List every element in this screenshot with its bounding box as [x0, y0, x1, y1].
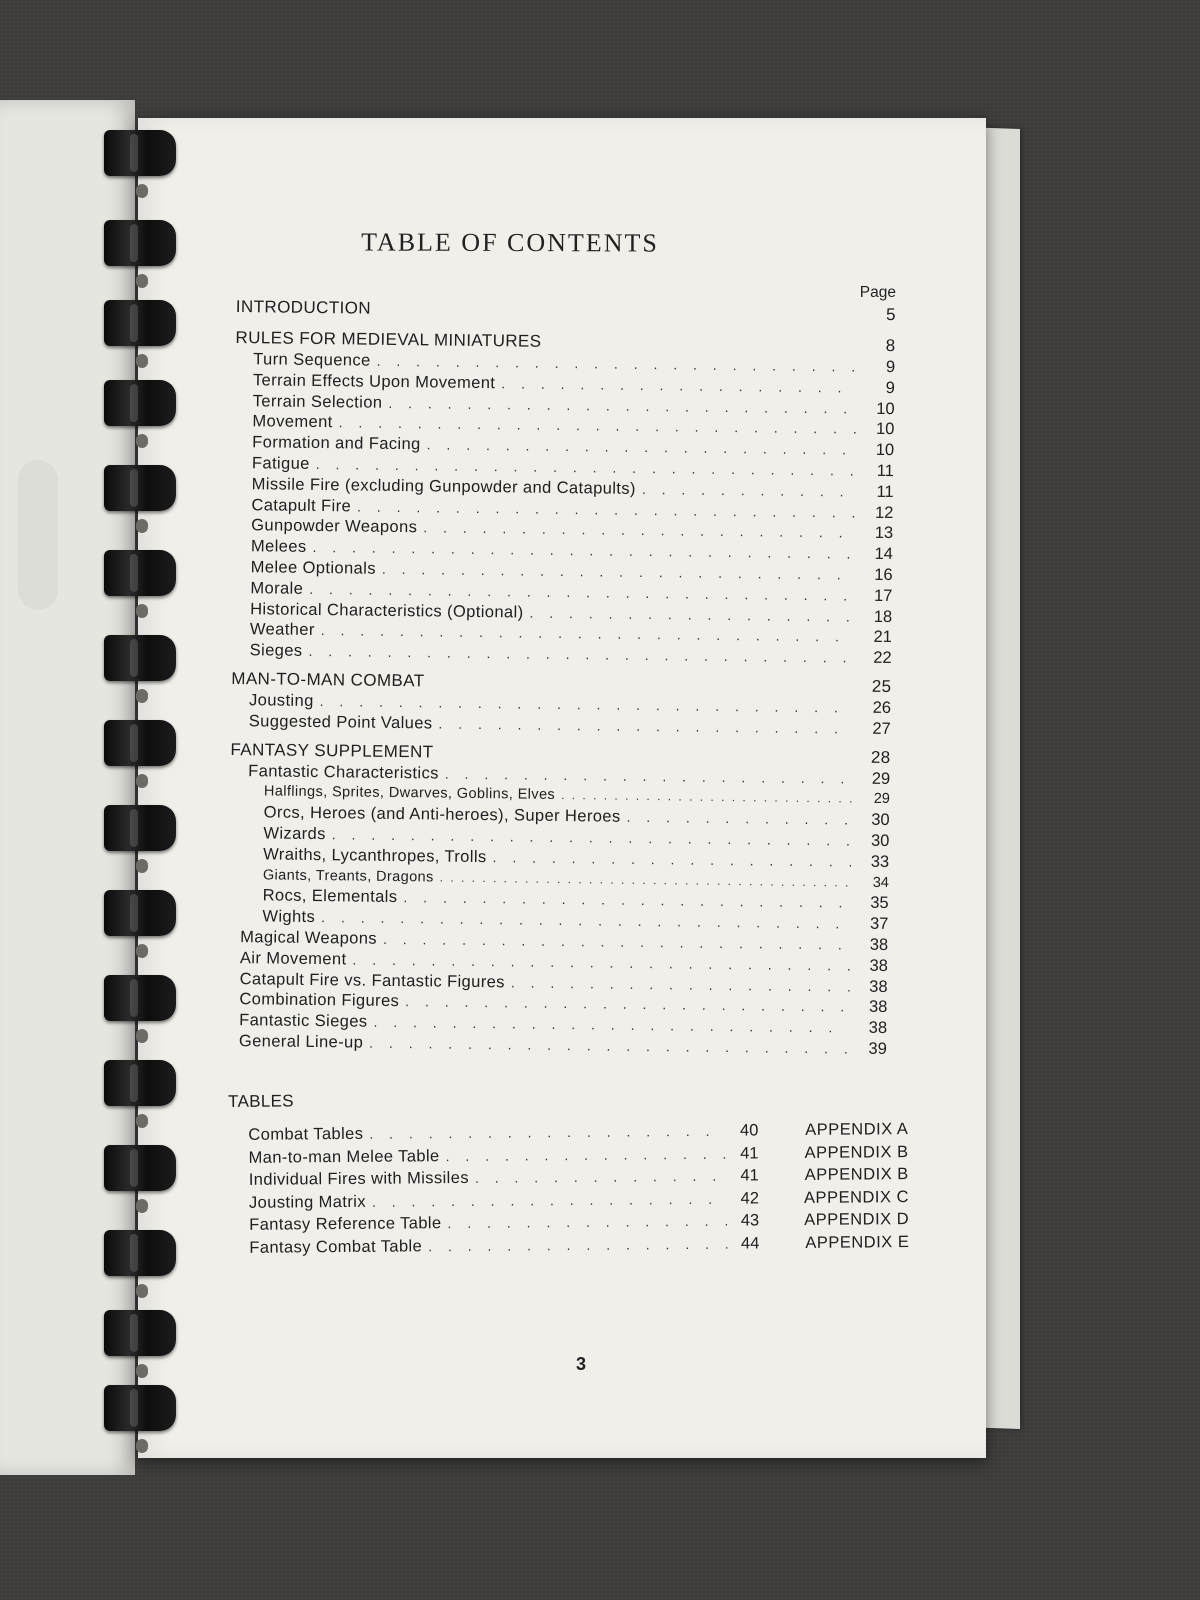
toc-entry-page: 25	[871, 676, 892, 696]
toc-entry-page: 18	[873, 607, 893, 626]
table-entry-label: Jousting Matrix	[248, 1192, 367, 1212]
spiral-coil	[104, 1385, 176, 1431]
toc-entry-label: Air Movement	[239, 948, 347, 969]
toc-entry-label: Suggested Point Values	[248, 711, 433, 733]
tables-heading: TABLES	[228, 1091, 294, 1111]
toc-entry-page: 30	[870, 831, 890, 850]
binding-hole	[136, 689, 148, 703]
binding-hole	[136, 944, 148, 958]
toc-entry-page: 38	[869, 935, 889, 954]
toc-entry-page: 16	[874, 565, 893, 585]
binding-hole	[136, 434, 148, 448]
page-title: TABLE OF CONTENTS	[361, 227, 659, 258]
dot-leader	[642, 479, 856, 502]
dot-leader	[369, 1120, 726, 1143]
page-column-label: Page	[859, 284, 896, 301]
spiral-coil	[104, 465, 176, 511]
dot-leader	[446, 1142, 727, 1164]
toc-entry-page: 11	[876, 482, 894, 501]
toc-entry-page: 11	[876, 461, 895, 481]
toc-entry-label: Jousting	[248, 691, 314, 710]
dot-leader	[447, 1210, 727, 1232]
binding-hole	[136, 1199, 148, 1213]
table-entry-appendix: APPENDIX A	[805, 1120, 909, 1139]
toc-entry-label: Fantastic Sieges	[239, 1011, 368, 1031]
toc-entry-page: 17	[873, 586, 893, 605]
toc-entry-page: 5	[885, 304, 896, 325]
toc-entry-label: Formation and Facing	[252, 433, 421, 454]
toc-entry-page: 38	[869, 977, 888, 996]
toc-entry-label: Weather	[249, 620, 315, 640]
toc-entry-page: 37	[869, 914, 889, 934]
page-number: 3	[575, 1354, 586, 1374]
binding-hole	[136, 604, 148, 618]
dot-leader	[529, 602, 854, 626]
toc-entry-page: 14	[874, 544, 894, 564]
spiral-coil	[104, 1060, 176, 1106]
toc-entry-page: 12	[874, 503, 894, 522]
table-entry-appendix: APPENDIX C	[803, 1187, 910, 1207]
table-entry-label: Individual Fires with Missiles	[248, 1168, 470, 1189]
toc-entry-page: 22	[873, 648, 892, 668]
tables-section	[228, 1084, 909, 1259]
toc-entry-label: Turn Sequence	[253, 350, 371, 370]
binding-hole	[136, 519, 148, 533]
binding-hole	[136, 1114, 148, 1128]
toc-entry-label: Halflings, Sprites, Dwarves, Goblins, Elves	[263, 783, 556, 804]
toc-entry-label: Fantastic Characteristics	[248, 761, 439, 783]
spiral-coil	[104, 300, 176, 346]
spiral-coil	[104, 635, 176, 681]
toc-entry-label: Orcs, Heroes (and Anti-heroes), Super Heroes	[263, 803, 621, 826]
toc-entry-page: 10	[876, 399, 895, 418]
table-entry-label: Fantasy Reference Table	[249, 1214, 442, 1234]
spiral-binding	[100, 130, 180, 1430]
toc-entry-page: 35	[870, 894, 889, 913]
binding-hole	[136, 274, 148, 288]
toc-entry-label: Wraiths, Lycanthropes, Trolls	[263, 845, 487, 866]
toc-entry-label: Sieges	[249, 641, 303, 660]
toc-entry-page: 21	[873, 628, 892, 647]
binding-hole	[136, 354, 148, 368]
toc-entry-label: Terrain Effects Upon Movement	[252, 371, 496, 392]
toc-entry-page: 10	[875, 420, 895, 439]
toc-entry-page: 28	[870, 747, 891, 767]
toc-entry-page: 33	[870, 852, 890, 871]
toc-entry-page: 27	[872, 719, 891, 738]
toc-entry-label: Combination Figures	[239, 990, 400, 1011]
toc-entry-page: 10	[875, 441, 895, 460]
toc-spacer	[371, 314, 864, 320]
toc-entry-label: Missile Fire (excluding Gunpowder and Catapults)	[251, 474, 636, 498]
spiral-coil	[104, 1310, 176, 1356]
toc-entry-page: 9	[885, 378, 896, 397]
binding-hole	[136, 1364, 148, 1378]
toc-entry-label: Catapult Fire	[251, 495, 352, 515]
table-entry-page: 44	[740, 1233, 760, 1253]
table-entry-appendix: APPENDIX B	[804, 1142, 909, 1162]
table-entry-label: Fantasy Combat Table	[249, 1236, 423, 1257]
toc-entry-page: 29	[873, 791, 890, 808]
toc-entry-label: INTRODUCTION	[235, 296, 372, 318]
toc-entry-page: 38	[868, 1018, 888, 1038]
toc-entry-label: Wizards	[263, 824, 326, 844]
dot-leader	[475, 1165, 727, 1187]
table-entry-page: 42	[740, 1188, 760, 1208]
dot-leader	[372, 1187, 727, 1210]
toc-entry-page: 38	[868, 998, 888, 1017]
table-entry-label: Man-to-man Melee Table	[248, 1146, 440, 1167]
dot-leader	[438, 713, 853, 738]
binding-hole	[136, 1029, 148, 1043]
toc-entry-label: Terrain Selection	[252, 391, 383, 412]
dot-leader	[626, 807, 851, 830]
toc-entry-label: Morale	[250, 578, 304, 598]
spiral-coil	[104, 220, 176, 266]
spiral-coil	[104, 130, 176, 176]
table-entry-page: 40	[739, 1121, 759, 1140]
toc-entry-label: Giants, Treants, Dragons	[262, 866, 434, 885]
toc-entry-page: 38	[869, 956, 888, 975]
toc-entry-page: 13	[874, 524, 894, 543]
table-entry-page: 43	[740, 1211, 760, 1230]
toc-entry-label: Magical Weapons	[240, 928, 378, 948]
table-entry-page: 41	[740, 1143, 759, 1163]
spiral-coil	[104, 890, 176, 936]
toc-entry-label: Fatigue	[251, 454, 310, 473]
spiral-coil	[104, 720, 176, 766]
toc-entry-page: 39	[868, 1039, 887, 1058]
toc-entry-page: 29	[871, 769, 891, 788]
toc-entry-label: Melees	[250, 537, 307, 557]
toc-entry-label: Catapult Fire vs. Fantastic Figures	[239, 969, 506, 991]
table-entry-page: 41	[740, 1166, 759, 1185]
spiral-coil	[104, 380, 176, 426]
table-entry-label: Combat Tables	[248, 1124, 364, 1144]
toc-spacer	[433, 757, 858, 762]
toc-entry-label: RULES FOR MEDIEVAL MINIATURES	[235, 327, 542, 351]
toc-entry-label: Historical Characteristics (Optional)	[250, 599, 524, 622]
dot-leader	[428, 1232, 727, 1255]
toc-spacer	[424, 686, 859, 691]
binding-hole	[136, 1284, 148, 1298]
toc-entry-label: Gunpowder Weapons	[251, 516, 418, 537]
binding-hole	[136, 774, 148, 788]
table-entry-appendix: APPENDIX E	[805, 1232, 910, 1252]
spiral-coil	[104, 975, 176, 1021]
toc-entry-label: Wights	[262, 907, 316, 927]
dot-leader	[561, 785, 852, 809]
spiral-coil	[104, 550, 176, 596]
toc-entry-page: 9	[885, 357, 896, 377]
toc-entry-label: FANTASY SUPPLEMENT	[230, 739, 434, 761]
spiral-coil	[104, 1145, 176, 1191]
toc-entry-page: 30	[871, 810, 890, 830]
spiral-coil	[104, 1230, 176, 1276]
table-entry-appendix: APPENDIX D	[804, 1210, 910, 1229]
binding-hole	[136, 859, 148, 873]
toc-entry-label: General Line-up	[238, 1031, 364, 1052]
table-entry-appendix: APPENDIX B	[804, 1165, 909, 1184]
toc-entry-label: Rocs, Elementals	[262, 886, 398, 907]
toc-entry-page: 26	[872, 698, 892, 717]
toc-entry-page: 34	[872, 874, 889, 891]
toc-spacer	[541, 347, 863, 351]
spiral-coil	[104, 805, 176, 851]
binding-hole	[136, 184, 148, 198]
binding-hole	[136, 1439, 148, 1453]
toc-entry-label: Melee Optionals	[250, 558, 377, 578]
tables-rows	[228, 1118, 909, 1259]
left-page-mark	[18, 460, 58, 610]
toc-list	[227, 296, 896, 1060]
toc-entry-label: Movement	[252, 412, 333, 432]
toc-entry-page: 8	[885, 335, 896, 356]
toc-entry-label: MAN-TO-MAN COMBAT	[231, 668, 425, 691]
